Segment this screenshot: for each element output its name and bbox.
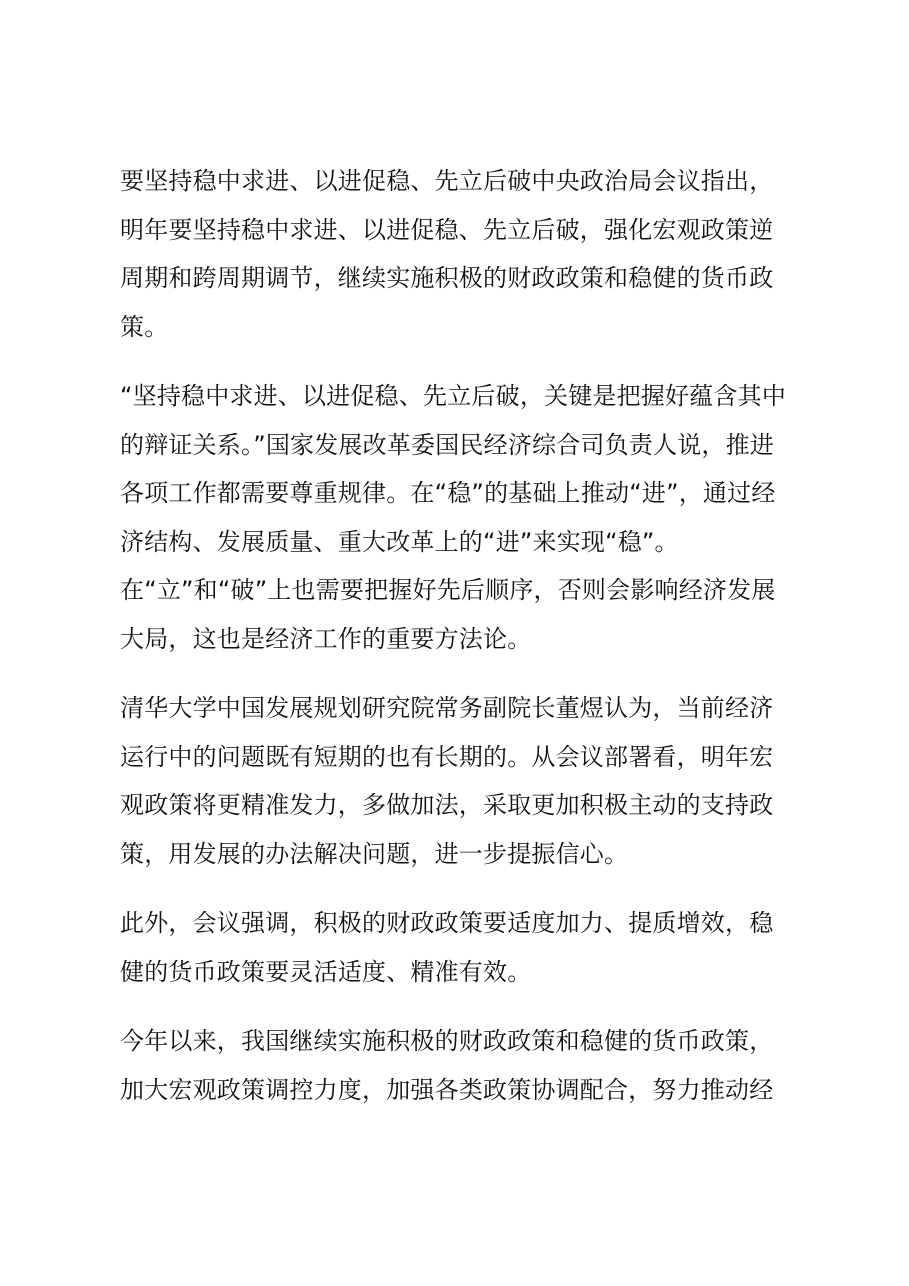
paragraph-4: 此外，会议强调，积极的财政政策要适度加力、提质增效，稳健的货币政策要灵活适度、精准有效。 (120, 909, 774, 986)
paragraph-3: 清华大学中国发展规划研究院常务副院长董煜认为，当前经济运行中的问题既有短期的也有长期的。从会议部署看，明年宏观政策将更精准发力，多做加法，采取更加积极主动的支持政策，用发展的办法解决问题，进一步提振信心。 (120, 694, 774, 868)
article-body (120, 157, 790, 1135)
paragraph-2: “坚持稳中求进、以进促稳、先立后破，关键是把握好蕴含其中的辩证关系。”国家发展改革委国民经济综合司负责人说，推进各项工作都需要尊重规律。在“稳”的基础上推动“进”，通过经济结构、发展质量、重大改革上的“进”来实现“稳”。在“立”和“破”上也需要把握好先后顺序，否则会影响经济发展大局，这也是经济工作的重要方法论。 (120, 382, 787, 653)
paragraph-5: 今年以来，我国继续实施积极的财政政策和稳健的货币政策，加大宏观政策调控力度，加强各类政策协调配合，努力推动经 (120, 1027, 774, 1104)
paragraph-1: 要坚持稳中求进、以进促稳、先立后破中央政治局会议指出，明年要坚持稳中求进、以进促稳、先立后破，强化宏观政策逆周期和跨周期调节，继续实施积极的财政政策和稳健的货币政策。 (120, 167, 774, 341)
